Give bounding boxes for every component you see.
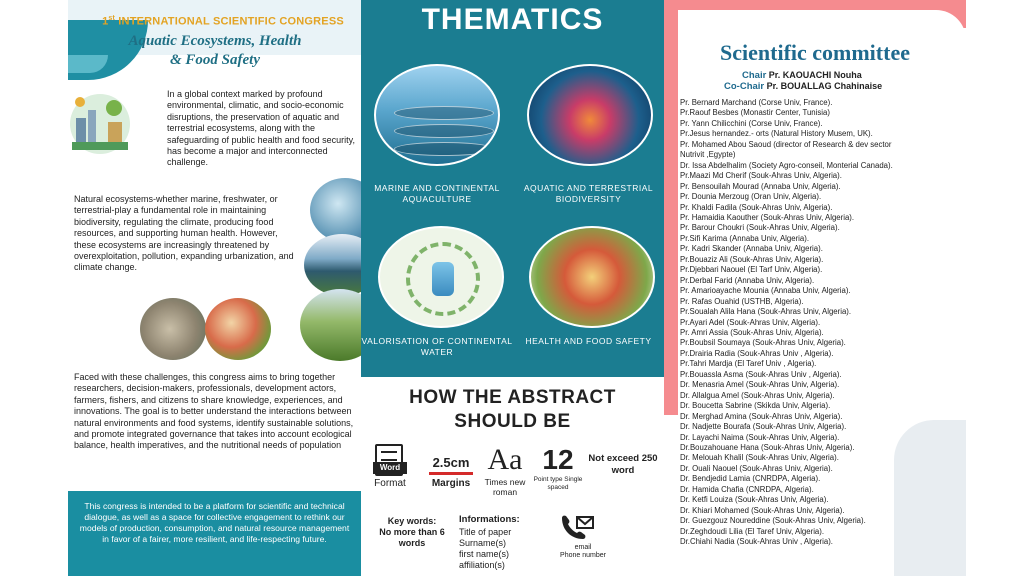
list-item: first name(s) [459,549,510,559]
committee-member: Dr. Issa Abdelhalim (Society Agro-conseil, Monterial Canada). [680,160,893,170]
committee-member: Dr. Merghad Amina (Souk-Ahras Univ, Algeria). [680,411,843,421]
committee-member: Pr.Jesus hernandez.- orts (Natural History Musem, UK). [680,129,873,139]
phone-email-icon [559,514,595,542]
committee-member: Pr.Drairia Radia (Souk-Ahras Univ , Algeria). [680,348,834,358]
abstract-heading: HOW THE ABSTRACT SHOULD BE [409,387,616,432]
chair-line: Chair Pr. KAOUACHI Nouha [742,70,862,81]
committee-member: Pr.Sifi Karima (Annaba Univ, Algeria). [680,233,809,243]
pollution-pipe-photo [140,298,206,360]
keywords-title: Key words: [387,516,437,526]
committee-member: Pr. Amarioayache Mounia (Annaba Univ, Algeria). [680,286,851,296]
committee-member: Dr. Bendjedid Lamia (CNRDPA, Algeria). [680,474,821,484]
committee-member: Dr. Ouali Naouel (Souk-Ahras Univ, Algeria). [680,463,833,473]
informations-title: Informations: [459,514,520,525]
theme-label: MARINE AND CONTINENTAL AQUACULTURE [374,183,500,204]
margin-underline [429,472,473,475]
committee-members-list [680,98,960,547]
font-label: Times new roman [484,477,526,497]
committee-member: Pr.Derbal Farid (Annaba Univ, Algeria). [680,275,815,285]
green-hill-photo [300,289,361,361]
list-item: Title of paper [459,527,512,537]
committee-member: Pr.Djebbari Naouel (El Tarf Univ, Algeria). [680,265,823,275]
word-tag: Word [373,462,407,474]
committee-member: Pr. Dounia Merzoug (Oran Univ, Algeria). [680,192,822,202]
committee-member: Pr.Maazi Md Cherif (Souk-Ahras Univ, Algeria). [680,171,842,181]
water-cycle-illustration [378,226,504,328]
committee-member: Pr.Ayari Adel (Souk-Ahras Univ, Algeria). [680,317,821,327]
committee-panel [664,0,966,576]
platform-banner [68,491,361,576]
aquaculture-photo [374,64,500,166]
theme-label: AQUATIC AND TERRESTRIAL BIODIVERSITY [523,183,654,204]
committee-member: Dr. Melouah Khalil (Souk-Ahras Univ, Algeria). [680,453,839,463]
margin-value: 2.5cm [432,455,470,470]
margin-label: Margins [431,478,471,489]
waterfall-icon [432,262,454,296]
committee-member: Dr. Hamida Chafia (CNRDPA, Algeria). [680,484,814,494]
committee-member: Dr. Layachi Naima (Souk-Ahras Univ, Algeria). [680,432,840,442]
lake-photo [304,234,361,296]
healthy-food-photo [529,226,655,328]
committee-member: Dr. Ketfi Louiza (Souk-Ahras Univ, Algeria). [680,495,829,505]
committee-member: Pr.Bouaziz Ali (Souk-Ahras Univ, Algeria). [680,254,824,264]
goals-paragraph: Faced with these challenges, this congress aims to bring together researchers, decision-makers, professionals, development actors, farmers, fishers, and citizens to share knowledge, experiences, and innovations. The goal is to better understand the interactions between natural environments and food systems, identify sustainable solutions, and promote integrated governance that takes into account ecological balance, health imperatives, and the nutritional needs of population [74,372,354,451]
committee-member: Dr. Nadjette Bourafa (Souk-Ahras Univ, Algeria). [680,422,847,432]
contact-label: email Phone number [560,544,606,559]
keywords-text: No more than 6 words [379,527,445,548]
theme-label: VALORISATION OF CONTINENTAL WATER [361,336,513,357]
ecosystem-illustration-icon [68,88,132,160]
font-size-label: Point type Single spaced [533,476,583,491]
committee-member: Pr. Barour Choukri (Souk-Ahras Univ, Algeria). [680,223,840,233]
committee-member: Dr. Allalgua Amel (Souk-Ahras Univ, Algeria). [680,390,835,400]
cochair-line: Co-Chair Pr. BOUALLAG Chahinaise [724,81,883,92]
committee-member: Dr.Chiahi Nadia (Souk-Ahras Univ , Algeria). [680,537,833,547]
committee-member: Pr. Yann Chilicchini (Corse Univ, France). [680,118,823,128]
committee-member: Pr. Rafas Ouahid (USTHB, Algeria). [680,296,804,306]
font-size-value: 12 [542,444,574,475]
committee-member: Dr. Khiari Mohamed (Souk-Ahras Univ, Algeria). [680,505,845,515]
fish-pen [394,124,494,138]
thematics-background [361,0,664,377]
coral-reef-photo [527,64,653,166]
list-item: Surname(s) [459,538,507,548]
fish-school-photo [310,178,361,242]
platform-text: This congress is intended to be a platform for scientific and technical dialogue, as well as a space for collective engagement to rethink our models of production, consumption, and natural resource management in favor of a fairer, more resilient, and life-respecting future. [79,501,350,544]
intro-panel [68,0,361,576]
committee-member: Pr.Boubsil Soumaya (Souk-Ahras Univ, Algeria). [680,338,846,348]
thematics-title: THEMATICS [421,3,604,36]
committee-title: Scientific committee [720,40,910,65]
intro-paragraph: In a global context marked by profound environmental, climatic, and socio-economic disruptions, the preservation of aquatic and terrestrial ecosystems, along with the safeguarding of public health and food security, has become a major and interconnected challenge. [167,89,355,168]
committee-member: Dr. Guezgouz Noureddine (Souk-Ahras Univ, Algeria). [680,516,866,526]
committee-member: Pr. Khaldi Fadila (Souk-Ahras Univ, Algeria). [680,202,833,212]
committee-member: Pr. Amri Assia (Souk-Ahras Univ, Algeria). [680,327,824,337]
committee-member: Pr.Raouf Besbes (Monastir Center, Tunisia) [680,108,830,118]
congress-subtitle: Aquatic Ecosystems, Health & Food Safety [128,33,302,68]
committee-member: Dr. Menasria Amel (Souk-Ahras Univ, Algeria). [680,380,840,390]
committee-member: Pr. Bernard Marchand (Corse Univ, France). [680,98,833,107]
committee-member: Pr. Kadri Skander (Annaba Univ, Algeria). [680,244,823,254]
theme-label: HEALTH AND FOOD SAFETY [525,336,652,346]
committee-member: Dr. Boucetta Sabrine (Skikda Univ, Algeria). [680,401,831,411]
committee-member: Pr. Hamaidia Kaouther (Souk-Ahras Univ, Algeria). [680,212,855,222]
committee-member: Pr. Bensouilah Mourad (Annaba Univ, Algeria). [680,181,841,191]
ecosystems-paragraph: Natural ecosystems-whether marine, freshwater, or terrestrial-play a fundamental role in maintaining biodiversity, regulating the climate, producing food resources, and supporting human health. However, these ecosystems are increasingly threatened by overexploitation, pollution, expanding urbanization, and climate change. [74,194,294,273]
committee-member: Pr.Tahri Mardja (El Taref Univ , Algeria). [680,359,817,369]
committee-member: Dr.Bouzahouane Hana (Souk-Ahras Univ, Algeria). [680,442,855,452]
format-label: Format [374,478,406,489]
fish-pen [394,106,494,120]
committee-member: Dr.Zeghdoudi Lilia (El Taref Univ, Algeria). [680,526,825,536]
committee-member: Nutrivit ,Egypte) [680,150,736,160]
congress-title: 1st INTERNATIONAL SCIENTIFIC CONGRESS [102,15,344,28]
word-limit: Not exceed 250 word [588,453,658,476]
committee-member: Pr.Bouassla Asma (Souk-Ahras Univ , Algeria). [680,369,842,379]
list-item: affiliation(s) [459,560,505,570]
informations-list [459,527,549,571]
thematics-panel [361,0,664,576]
committee-member: Pr.Soualah Alila Hana (Souk-Ahras Univ, Algeria). [680,307,852,317]
fish-pen [394,142,494,156]
committee-member: Pr. Mohamed Abou Saoud (director of Research & dev sector [680,139,892,149]
food-photo [205,298,271,360]
font-glyph: Aa [487,443,523,476]
